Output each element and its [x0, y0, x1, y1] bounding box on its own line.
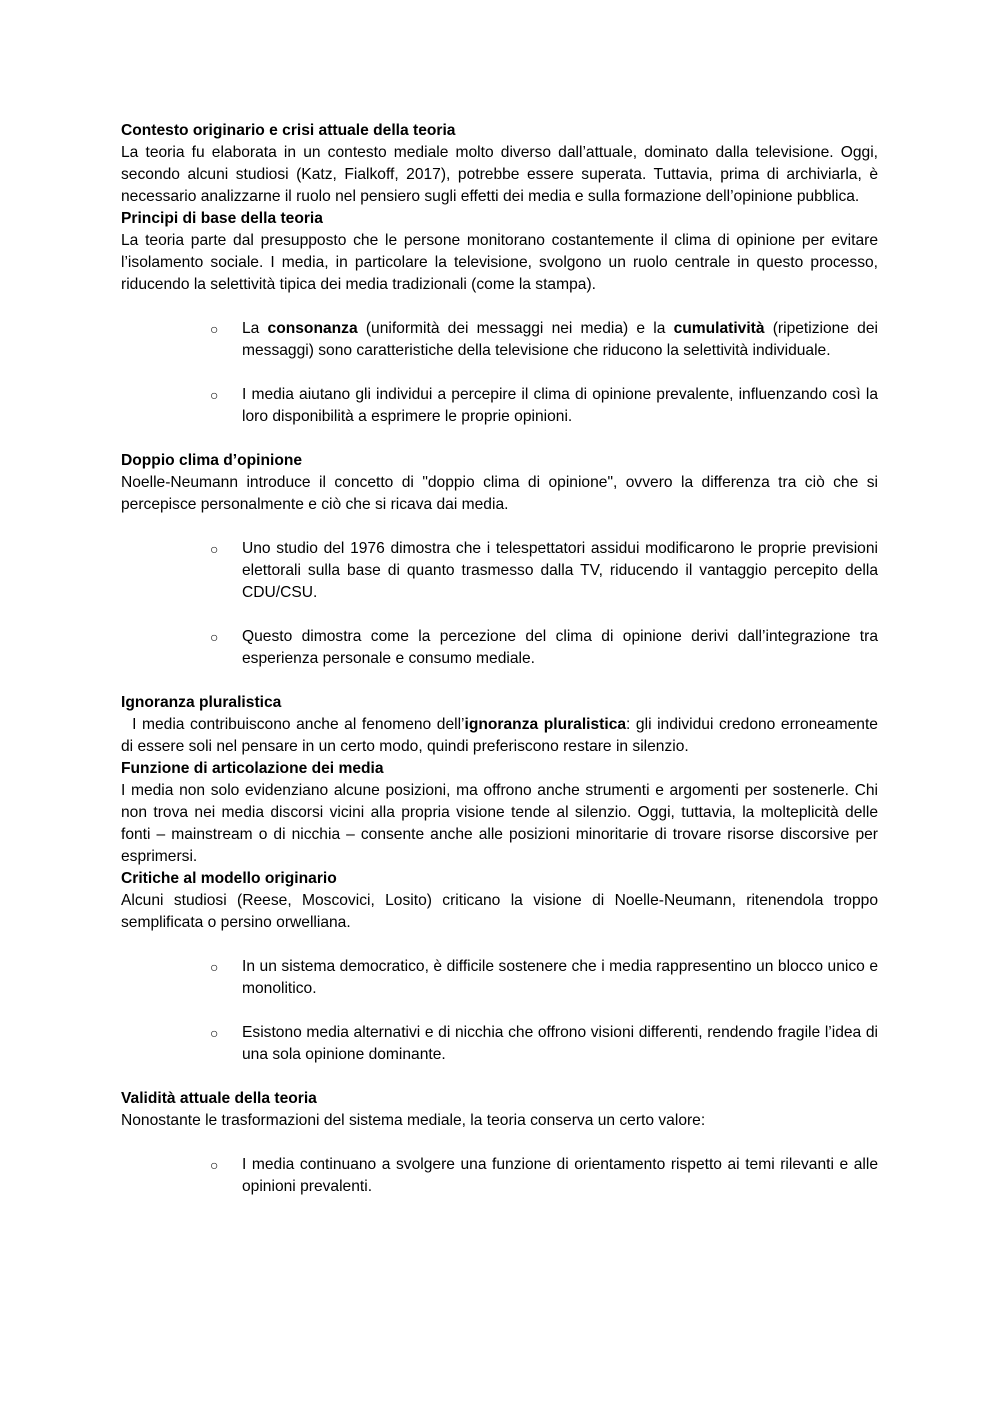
heading-ignoranza: Ignoranza pluralistica — [121, 694, 282, 711]
circle-bullet-icon: ○ — [210, 321, 219, 337]
paragraph-doppio-clima: Noelle-Neumann introduce il concetto di "doppio clima di opinione", ovvero la differenza tra ciò che si percepisce personalmente e ciò che si ricava dai media. — [121, 474, 878, 513]
bold-term-cumulativita: cumulatività — [673, 320, 765, 337]
paragraph-contesto: La teoria fu elaborata in un contesto mediale molto diverso dall’attuale, dominato dalla televisione. Oggi, secondo alcuni studiosi (Katz, Fialkoff, 2017), potrebbe essere superata. Tuttavia, prima di archiviarla, è necessario analizzarne il ruolo nel pensiero sugli effetti dei media e sulla formazione dell’opinione pubblica. — [121, 144, 878, 205]
circle-bullet-icon: ○ — [210, 1025, 219, 1041]
bullet-list-principi — [121, 318, 878, 428]
heading-validita: Validità attuale della teoria — [121, 1090, 317, 1107]
bullet-list-doppio-clima — [121, 538, 878, 670]
document-page — [121, 120, 878, 1198]
circle-bullet-icon: ○ — [210, 959, 219, 975]
heading-doppio-clima: Doppio clima d’opinione — [121, 452, 303, 469]
circle-bullet-icon: ○ — [210, 1157, 219, 1173]
list-item: ○ In un sistema democratico, è difficile sostenere che i media rappresentino un blocco unico e monolitico. — [210, 958, 878, 997]
circle-bullet-icon: ○ — [210, 629, 219, 645]
bold-term-ignoranza: ignoranza pluralistica — [464, 716, 627, 733]
list-item: ○ Uno studio del 1976 dimostra che i telespettatori assidui modificarono le proprie previsioni elettorali sulla base di quanto trasmesso dalla TV, riducendo il vantaggio percepito della CDU/CSU. — [210, 540, 878, 601]
circle-bullet-icon: ○ — [210, 387, 219, 403]
list-item: ○ I media aiutano gli individui a percepire il clima di opinione prevalente, influenzando così la loro disponibilità a esprimere le proprie opinioni. — [210, 386, 878, 425]
paragraph-principi: La teoria parte dal presupposto che le persone monitorano costantemente il clima di opinione per evitare l’isolamento sociale. I media, in particolare la televisione, svolgono un ruolo centrale in questo processo, riducendo la selettività tipica dei media tradizionali (come la stampa). — [121, 232, 878, 293]
list-item: ○ La consonanza (uniformità dei messaggi nei media) e la cumulatività (ripetizione dei messaggi) sono caratteristiche della televisione che riducono la selettività individuale. — [210, 320, 878, 359]
bold-term-consonanza: consonanza — [267, 320, 358, 337]
list-item: ○ Questo dimostra come la percezione del clima di opinione derivi dall’integrazione tra esperienza personale e consumo mediale. — [210, 628, 878, 667]
circle-bullet-icon: ○ — [210, 541, 219, 557]
heading-critiche: Critiche al modello originario — [121, 870, 337, 887]
list-item: ○ Esistono media alternativi e di nicchia che offrono visioni differenti, rendendo fragile l’idea di una sola opinione dominante. — [210, 1024, 878, 1063]
heading-articolazione: Funzione di articolazione dei media — [121, 760, 384, 777]
paragraph-validita: Nonostante le trasformazioni del sistema mediale, la teoria conserva un certo valore: — [121, 1112, 706, 1129]
heading-principi: Principi di base della teoria — [121, 210, 323, 227]
paragraph-critiche: Alcuni studiosi (Reese, Moscovici, Losito) criticano la visione di Noelle-Neumann, ritenendola troppo semplificata o persino orwelliana. — [121, 892, 878, 931]
heading-contesto: Contesto originario e crisi attuale della teoria — [121, 122, 456, 139]
bullet-list-critiche — [121, 956, 878, 1066]
list-item: ○ I media continuano a svolgere una funzione di orientamento rispetto ai temi rilevanti e alle opinioni prevalenti. — [210, 1156, 878, 1195]
bullet-list-validita — [121, 1154, 878, 1198]
paragraph-articolazione: I media non solo evidenziano alcune posizioni, ma offrono anche strumenti e argomenti per sostenerle. Chi non trova nei media discorsi vicini alla propria visione tende al silenzio. Oggi, tuttavia, la molteplicità delle fonti – mainstream o di nicchia – consente anche alle posizioni minoritarie di trovare risorse discorsive per esprimersi. — [121, 782, 878, 865]
paragraph-ignoranza: I media contribuiscono anche al fenomeno dell’ignoranza pluralistica: gli individui credono erroneamente di essere soli nel pensare in un certo modo, quindi preferiscono restare in silenzio. — [121, 716, 878, 755]
